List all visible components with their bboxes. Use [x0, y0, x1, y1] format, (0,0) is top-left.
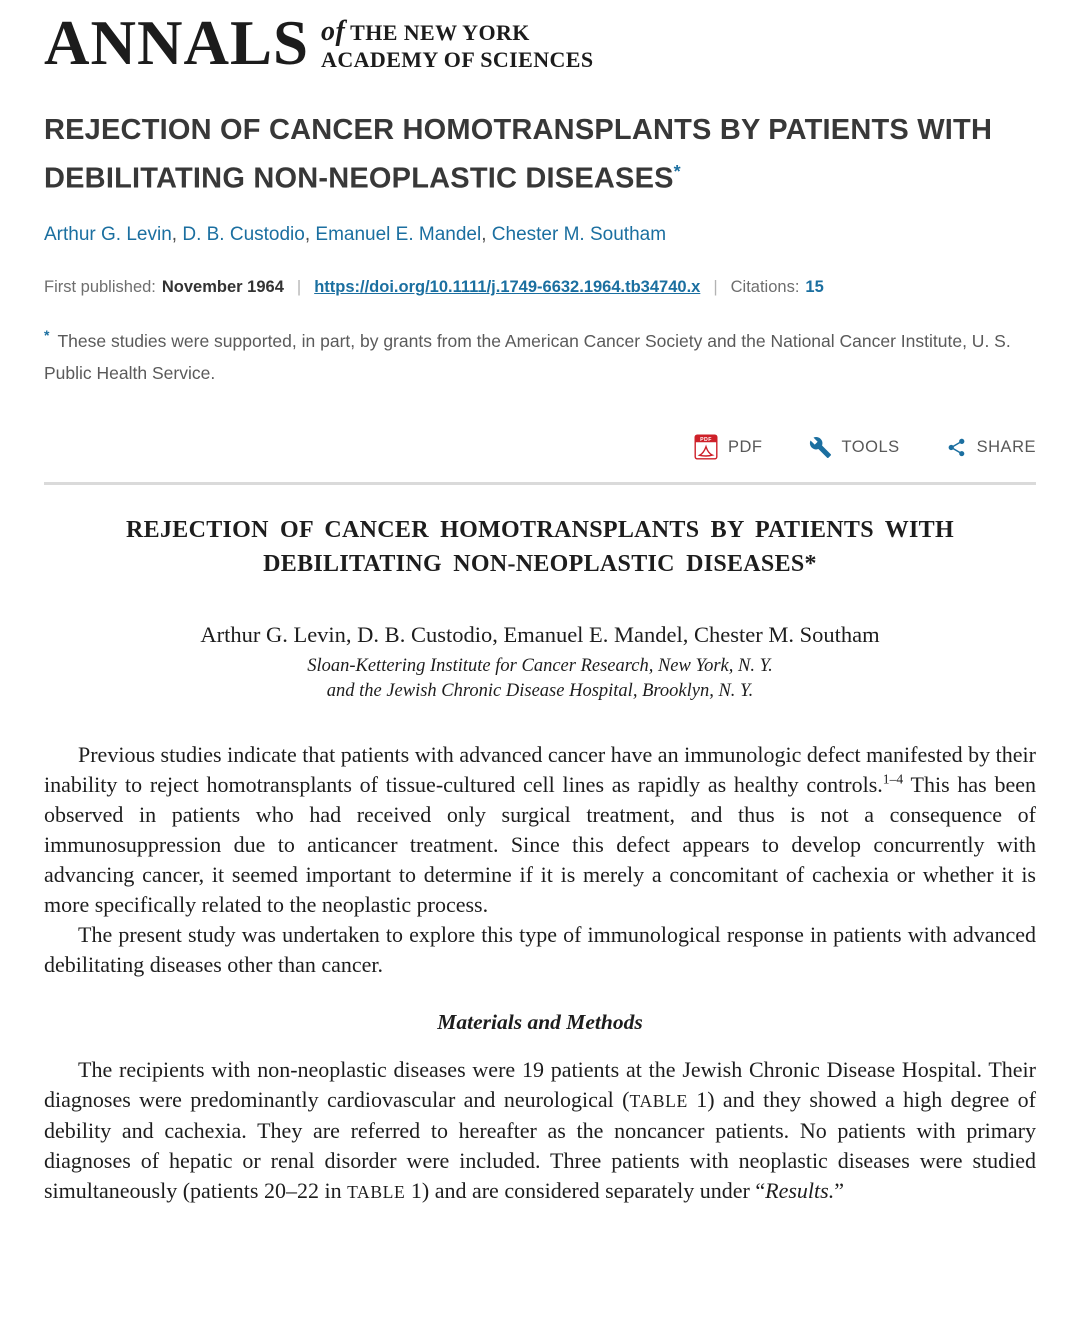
funding-footnote [44, 319, 1036, 391]
article-title-text: REJECTION OF CANCER HOMOTRANSPLANTS BY PATIENTS WITH DEBILITATING NON-NEOPLASTIC DISEASES [44, 114, 993, 195]
pdf-icon [694, 434, 718, 460]
pdf-button-label: PDF [728, 437, 763, 456]
author-list [44, 222, 1036, 248]
author-link[interactable]: Arthur G. Levin [44, 223, 172, 245]
author-link[interactable]: D. B. Custodio [182, 223, 305, 245]
doi-link[interactable]: https://doi.org/10.1111/j.1749-6632.1964.tb34740.x [314, 277, 701, 296]
scan-affiliation-line1: Sloan-Kettering Institute for Cancer Research, New York, N. Y. [307, 656, 773, 677]
tools-button-label: TOOLS [841, 437, 900, 456]
svg-text:PDF: PDF [700, 437, 712, 444]
journal-subtitle-line1: of THE NEW YORK [321, 16, 530, 47]
citations-label: Citations: [730, 277, 800, 296]
journal-subtitle-line2: ACADEMY OF SCIENCES [321, 47, 594, 72]
share-button-label: SHARE [976, 437, 1036, 456]
separator: | [296, 277, 302, 296]
journal-logo[interactable] [44, 10, 594, 76]
author-separator: , [171, 223, 183, 245]
citations-count-link[interactable]: 15 [805, 277, 824, 296]
title-footnote-marker[interactable]: * [673, 161, 681, 181]
footnote-text: These studies were supported, in part, by grants from the American Cancer Society and the National Cancer Institute, U. S. Public Health Service. [44, 330, 1011, 384]
scanned-document-page [44, 513, 1036, 1207]
journal-wordmark: ANNALS [44, 8, 310, 78]
article-title [44, 110, 1032, 200]
share-icon [946, 436, 967, 459]
wrench-icon [809, 436, 832, 459]
first-published-value: November 1964 [161, 277, 284, 296]
journal-subtitle [321, 16, 594, 73]
article-toolbar [44, 434, 1036, 460]
author-link[interactable]: Chester M. Southam [491, 223, 667, 245]
scan-paragraph: Previous studies indicate that patients with advanced cancer have an immunologic defect manifested by their inability to reject homotransplants of tissue-cultured cell lines as rapidly as healthy controls.$^{1-4}$ This has been observed in patients who had received only surgical treatment, and thus is not a consequence of immunosuppression due to anticancer treatment. Since this defect appears to develop concurrently with advancing cancer, it seemed important to determine if it is merely a concomitant of cachexia or whether it is more specifically related to the neoplastic process. [44, 742, 1036, 918]
scan-paragraph: The present study was undertaken to explore this type of immunological response in patients with advanced debilitating diseases other than cancer. [44, 922, 1036, 978]
pdf-button[interactable] [694, 434, 763, 460]
share-button[interactable] [946, 436, 1036, 459]
scan-affiliation-line2: and the Jewish Chronic Disease Hospital, Brooklyn, N. Y. [326, 681, 754, 702]
scan-section-heading: Materials and Methods [437, 1010, 643, 1035]
journal-subtitle-of: of [321, 16, 346, 47]
publication-info [44, 278, 1036, 297]
author-separator: , [481, 223, 492, 245]
scan-author-line: Arthur G. Levin, D. B. Custodio, Emanuel E. Mandel, Chester M. Southam [200, 622, 880, 648]
first-published-label: First published: [44, 277, 156, 296]
tools-button[interactable] [809, 436, 900, 459]
author-link[interactable]: Emanuel E. Mandel [315, 223, 482, 245]
footnote-marker: * [44, 326, 50, 343]
scan-paragraph: The recipients with non-neoplastic diseases were 19 patients at the Jewish Chronic Disease Hospital. Their diagnoses were predominantly cardiovascular and neurological (TABLE 1) and they showed a high degree of debility and cachexia. They are referred to hereafter as the noncancer patients. No patients with primary diagnoses of hepatic or renal disorder were included. Three patients with neoplastic diseases were studied simultaneously (patients 20–22 in TABLE 1) and are considered separately under “Results.” [44, 1057, 1036, 1204]
journal-masthead [44, 0, 1036, 76]
scan-article-title: REJECTION OF CANCER HOMOTRANSPLANTS BY PATIENTS WITH DEBILITATING NON-NEOPLASTIC DISEASES* [126, 517, 954, 578]
separator: | [713, 277, 718, 296]
scan-affiliation [44, 654, 1036, 704]
content-divider [44, 482, 1036, 485]
author-separator: , [304, 223, 316, 245]
